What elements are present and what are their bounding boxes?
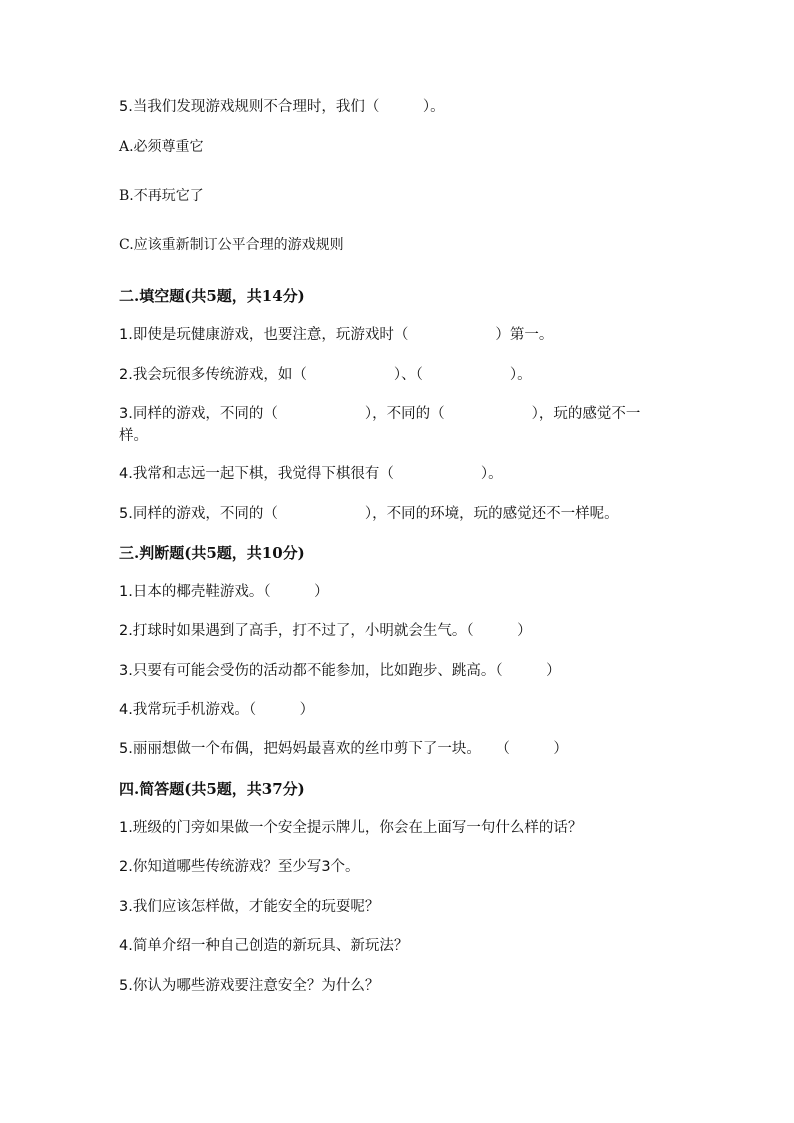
short-answer-1: 1.班级的门旁如果做一个安全提示牌儿，你会在上面写一句什么样的话？ [119,820,583,836]
question-5-choice: 5.当我们发现游戏规则不合理时，我们（ ）。 [119,99,445,115]
short-answer-3: 3.我们应该怎样做，才能安全的玩耍呢？ [119,899,380,915]
fill-question-4: 4.我常和志远一起下棋，我觉得下棋很有（ ）。 [119,466,503,482]
option-c: C.应该重新制订公平合理的游戏规则 [119,237,344,253]
fill-question-1: 1.即使是玩健康游戏，也要注意，玩游戏时（ ）第一。 [119,327,554,343]
fill-question-5: 5.同样的游戏，不同的（ ），不同的环境，玩的感觉还不一样呢。 [119,506,619,522]
option-b: B.不再玩它了 [119,188,204,204]
section-3-heading: 三.判断题(共5题，共10分) [119,544,305,562]
section-2-heading: 二.填空题(共5题，共14分) [119,287,305,305]
short-answer-4: 4.简单介绍一种自己创造的新玩具、新玩法？ [119,938,409,954]
fill-question-3: 3.同样的游戏，不同的（ ），不同的（ ），玩的感觉不一样。 [119,406,641,444]
judge-question-4: 4.我常玩手机游戏。（ ） [119,702,315,718]
short-answer-5: 5.你认为哪些游戏要注意安全？为什么？ [119,978,380,994]
short-answer-2: 2.你知道哪些传统游戏？至少写3个。 [119,859,360,875]
judge-question-2: 2.打球时如果遇到了高手，打不过了，小明就会生气。（ ） [119,623,532,639]
judge-question-3: 3.只要有可能会受伤的活动都不能参加，比如跑步、跳高。（ ） [119,663,561,679]
judge-question-5: 5.丽丽想做一个布偶，把妈妈最喜欢的丝巾剪下了一块。 （ ） [119,741,568,757]
fill-question-2: 2.我会玩很多传统游戏，如（ ）、（ ）。 [119,367,532,383]
option-a: A.必须尊重它 [119,139,204,155]
section-4-heading: 四.简答题(共5题，共37分) [119,780,305,798]
judge-question-1: 1.日本的椰壳鞋游戏。（ ） [119,584,329,600]
